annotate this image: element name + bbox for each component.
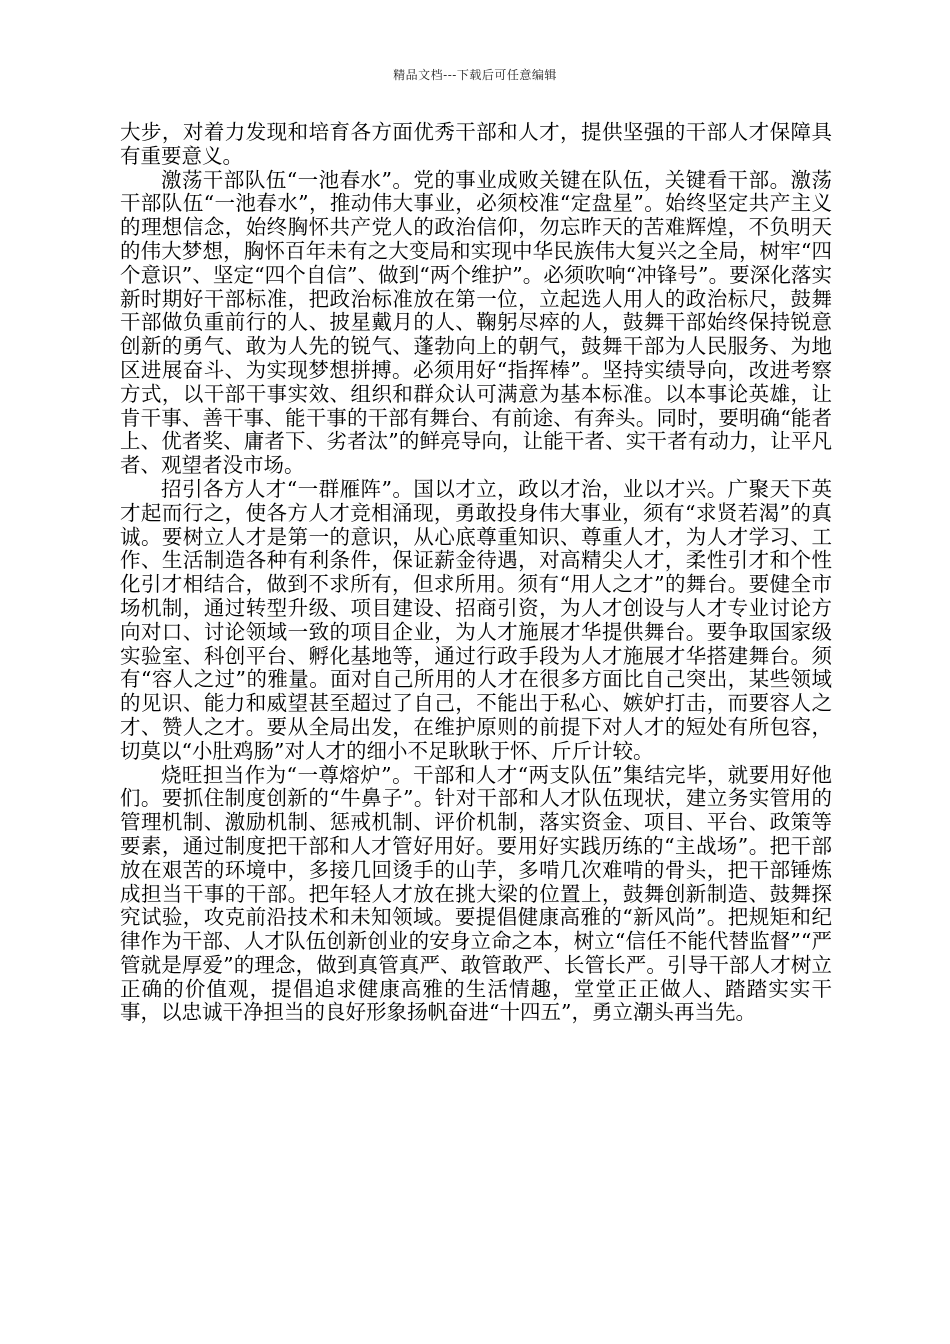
paragraph-talent-attraction: 招引各方人才“一群雁阵”。国以才立，政以才治，业以才兴。广聚天下英才起而行之，使各方人才竞相涌现，勇敢投身伟大事业，须有“求贤若渴”的真诚。要树立人才是第一的意识，从心底尊重知识、尊重人才，为人才学习、工作、生活制造各种有利条件，保证薪金待遇，对高精尖人才，柔性引才和个性化引才相结合，做到不求所有，但求所用。须有“用人之才”的舞台。要健全市场机制，通过转型升级、项目建设、招商引资，为人才创设与人才专业讨论方向对口、讨论领域一致的项目企业，为人才施展才华提供舞台。要争取国家级实验室、科创平台、孵化基地等，通过行政手段为人才施展才华搭建舞台。须有“容人之过”的雅量。面对自己所用的人才在很多方面比自己突出，某些领域的见识、能力和威望甚至超过了自己，不能出于私心、嫉妒打击，而要容人之才、赞人之才。要从全局出发，在维护原则的前提下对人才的短处有所包容，切莫以“小肚鸡肠”对人才的细小不足耿耿于怀、斤斤计较。 [120, 476, 832, 763]
paragraph-continuation: 大步，对着力发现和培育各方面优秀干部和人才，提供坚强的干部人才保障具有重要意义。 [120, 120, 832, 168]
page-header: 精品文档---下载后可任意编辑 [393, 68, 557, 82]
paragraph-cadre-team: 激荡干部队伍“一池春水”。党的事业成败关键在队伍，关键看干部。激荡干部队伍“一池春水”，推动伟大事业，必须校准“定盘星”。始终坚定共产主义的理想信念，始终胸怀共产党人的政治信仰，勿忘昨天的苦难辉煌，不负明天的伟大梦想，胸怀百年未有之大变局和实现中华民族伟大复兴之全局，树牢“四个意识”、坚定“四个自信”、做到“两个维护”。必须吹响“冲锋号”。要深化落实新时期好干部标准，把政治标准放在第一位，立起选人用人的政治标尺，鼓舞干部做负重前行的人、披星戴月的人、鞠躬尽瘁的人，鼓舞干部始终保持锐意创新的勇气、敢为人先的锐气、蓬勃向上的朝气，鼓舞干部为人民服务、为地区进展奋斗、为实现梦想拼搏。必须用好“指挥棒”。坚持实绩导向，改进考察方式，以干部干事实效、组织和群众认可满意为基本标准。以本事论英雄，让肯干事、善干事、能干事的干部有舞台、有前途、有奔头。同时，要明确“能者上、优者奖、庸者下、劣者汰”的鲜亮导向，让能干者、实干者有动力，让平凡者、观望者没市场。 [120, 167, 832, 478]
document-body [120, 121, 832, 1025]
paragraph-responsibility: 烧旺担当作为“一尊熔炉”。干部和人才“两支队伍”集结完毕，就要用好他们。要抓住制度创新的“牛鼻子”。针对干部和人才队伍现状，建立务实管用的管理机制、激励机制、惩戒机制、评价机制，落实资金、项目、平台、政策等要素，通过制度把干部和人才管好用好。要用好实践历练的“主战场”。把干部放在艰苦的环境中，多接几回烫手的山芋，多啃几次难啃的骨头，把干部锤炼成担当干事的干部。把年轻人才放在挑大梁的位置上，鼓舞创新制造、鼓舞探究试验，攻克前沿技术和未知领域。要提倡健康高雅的“新风尚”。把规矩和纪律作为干部、人才队伍创新创业的安身立命之本，树立“信任不能代替监督”“严管就是厚爱”的理念，做到真管真严、敢管敢严、长管长严。引导干部人才树立正确的价值观，提倡追求健康高雅的生活情趣，堂堂正正做人、踏踏实实干事，以忠诚干净担当的良好形象扬帆奋进“十四五”，勇立潮头再当先。 [120, 762, 832, 1025]
